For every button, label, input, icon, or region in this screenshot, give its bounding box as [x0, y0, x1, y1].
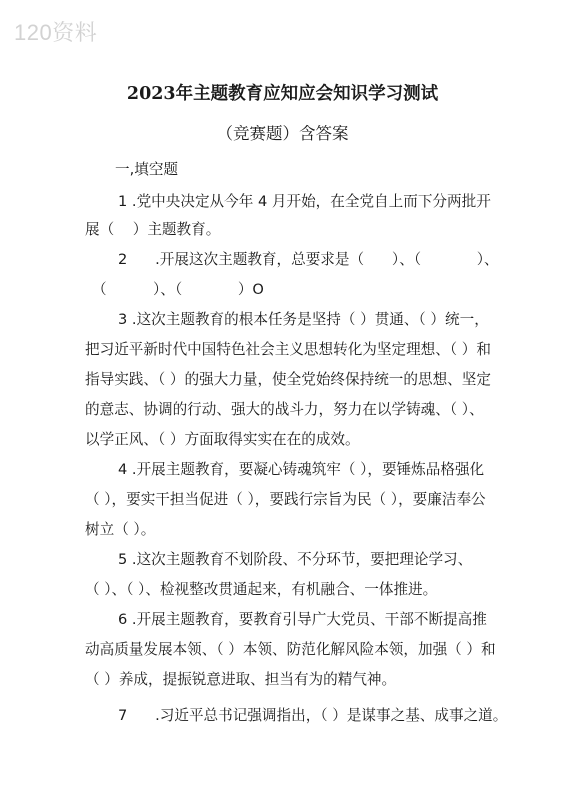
document-title: 2023年主题教育应知应会知识学习测试	[126, 84, 439, 104]
question-1-line-2: 展（ ）主题教育。	[85, 221, 221, 238]
section-heading: 一,填空题	[115, 161, 179, 178]
question-6-line-1: 6 .开展主题教育，要教育引导广大党员、干部不断提高推	[118, 611, 487, 628]
question-5-line-1: 5 .这次主题教育不划阶段、不分环节，要把理论学习、	[118, 551, 473, 568]
question-3-line-2: 把习近平新时代中国特色社会主义思想转化为坚定理想、（ ）和	[85, 341, 491, 358]
document-subtitle: （竞赛题）含答案	[216, 124, 349, 143]
question-6-line-2: 动高质量发展本领、（ ）本领、防范化解风险本领，加强（ ）和	[85, 641, 496, 658]
question-2-line-2: （ ）、（ ）O	[92, 281, 264, 298]
question-4-line-1: 4 .开展主题教育，要凝心铸魂筑牢（ ），要锤炼品格强化	[118, 461, 485, 478]
question-3-line-5: 以学正风、（ ）方面取得实实在在的成效。	[85, 431, 360, 448]
question-3-line-3: 指导实践、（ ）的强大力量，使全党始终保持统一的思想、坚定	[85, 371, 491, 388]
question-2-line-1: 2 .开展这次主题教育，总要求是（ ）、（ ）、	[118, 251, 499, 268]
question-3-line-1: 3 .这次主题教育的根本任务是坚持（ ）贯通、（ ）统一，	[118, 311, 489, 328]
question-4-line-3: 树立（ ）。	[85, 521, 156, 538]
watermark: 120资料	[14, 20, 98, 45]
question-7-line-1: 7 .习近平总书记强调指出，（ ）是谋事之基、成事之道。	[118, 707, 508, 724]
question-4-line-2: （ ），要实干担当促进（ ），要践行宗旨为民（ ），要廉洁奉公	[85, 491, 486, 508]
question-3-line-4: 的意志、协调的行动、强大的战斗力，努力在以学铸魂、（ ）、	[85, 401, 484, 418]
question-5-line-2: （ ）、（ ）、检视整改贯通起来，有机融合、一体推进。	[85, 581, 438, 598]
question-1-line-1: 1 .党中央决定从今年 4 月开始，在全党自上而下分两批开	[118, 193, 491, 210]
question-6-line-3: （ ）养成，提振锐意进取、担当有为的精气神。	[85, 671, 397, 688]
